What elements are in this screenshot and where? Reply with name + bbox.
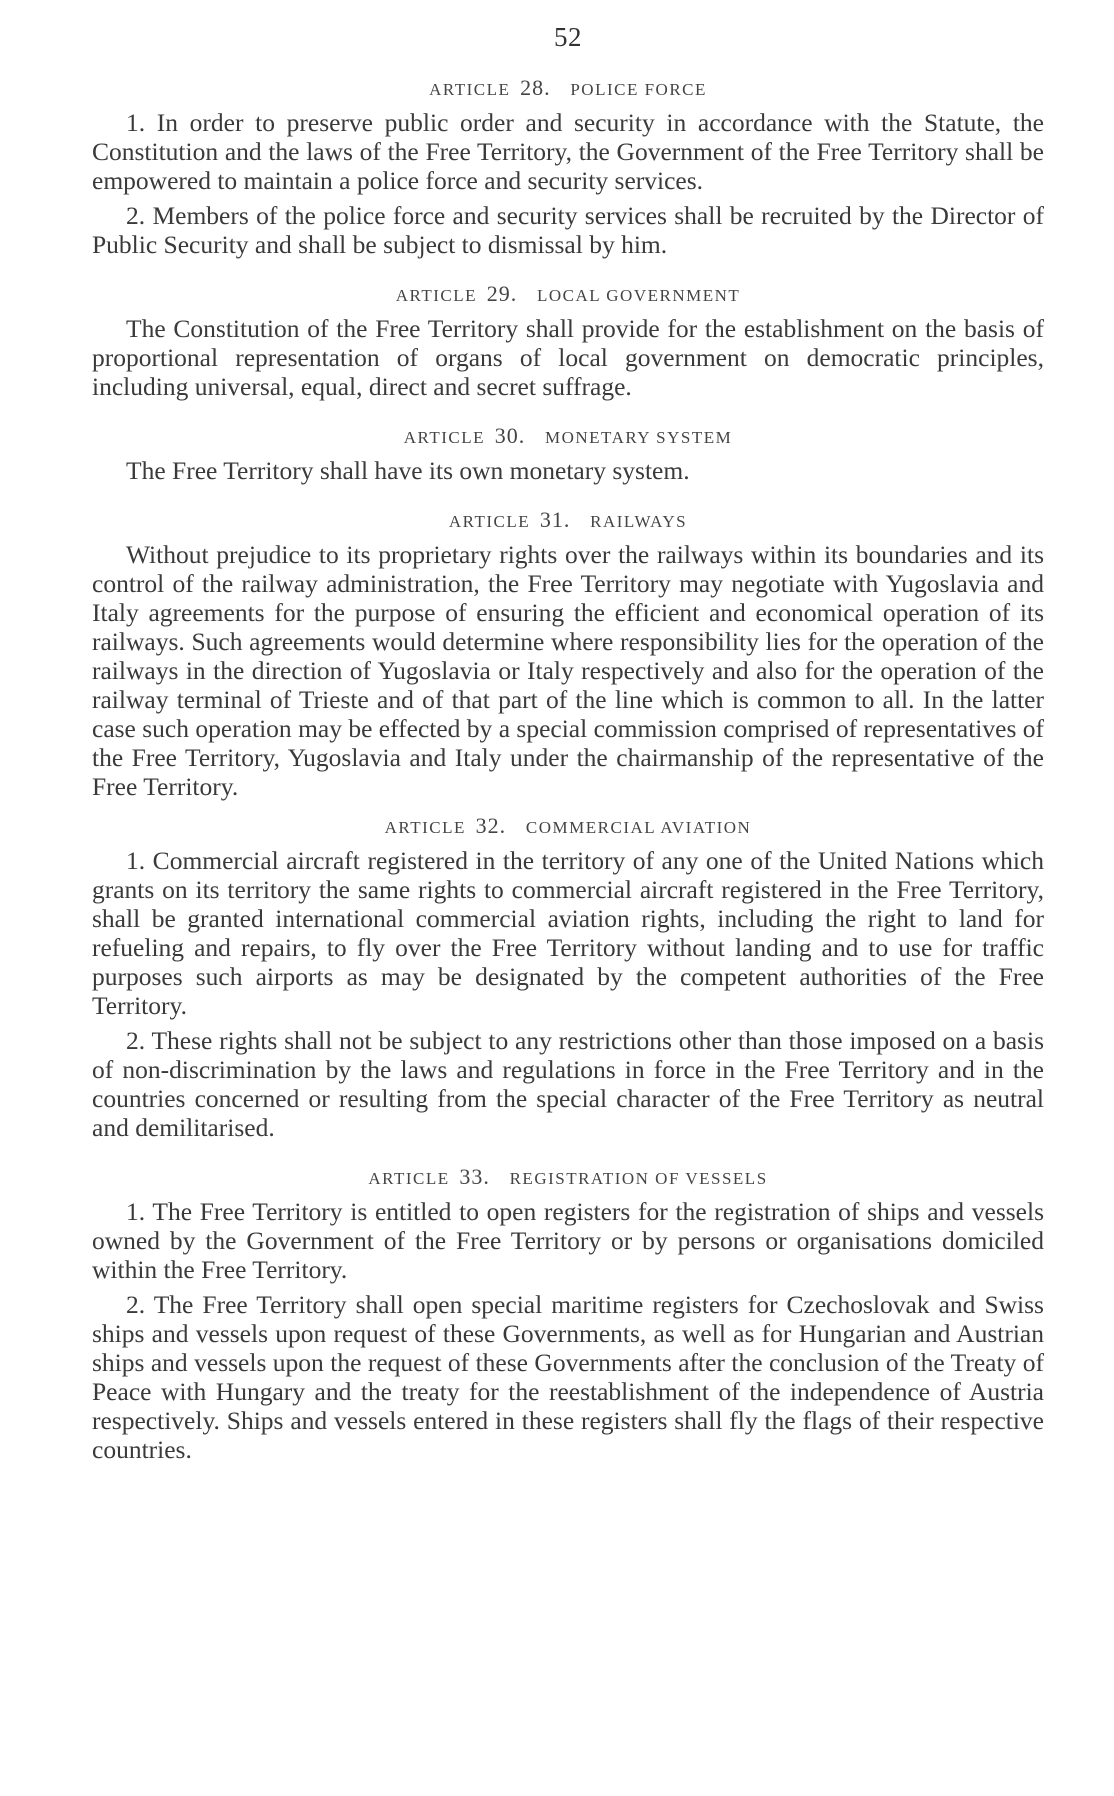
article-heading [92, 423, 1044, 449]
article-number: 30. [494, 423, 526, 448]
article-heading [92, 813, 1044, 839]
paragraph: The Constitution of the Free Territory shall provide for the establishment on the basis of proportional representation of organs of local government on democratic principles, including universal, equal, direct and secret suffrage. [92, 314, 1044, 401]
article-topic: MONETARY SYSTEM [545, 428, 733, 447]
article-28 [92, 75, 1044, 259]
article-number: 33. [459, 1164, 490, 1189]
article-topic: LOCAL GOVERNMENT [536, 286, 741, 305]
article-label: ARTICLE [368, 1169, 450, 1188]
article-number: 31. [539, 507, 571, 532]
page-number: 52 [554, 22, 582, 52]
article-label: ARTICLE [395, 286, 477, 305]
paragraph: 2. These rights shall not be subject to any restrictions other than those imposed on a basis of non-discrimination by the laws and regulations in force in the Free Territory and in the countries concerned or resulting from the special character of the Free Territory as neutral and demilitarised. [92, 1026, 1044, 1142]
article-number: 29. [486, 281, 518, 306]
article-heading [92, 507, 1044, 533]
article-heading [92, 281, 1044, 307]
document-page [92, 22, 1044, 1486]
article-31 [92, 507, 1044, 801]
article-topic: POLICE FORCE [570, 80, 707, 99]
paragraph: 1. Commercial aircraft registered in the territory of any one of the United Nations which grants on its territory the same rights to commercial aircraft registered in the Free Territory, shall be granted international commercial aviation rights, including the right to land for refueling and repairs, to fly over the Free Territory without landing and to use for traffic purposes such airports as may be designated by the competent authorities of the Free Territory. [92, 846, 1044, 1020]
article-label: ARTICLE [448, 512, 531, 531]
article-topic: RAILWAYS [590, 512, 688, 531]
article-label: ARTICLE [403, 428, 485, 447]
paragraph: 2. The Free Territory shall open special maritime registers for Czechoslovak and Swiss ships and vessels upon request of these Governments, as well as for Hungarian and Austrian ships and vessels upon the request of these Governments after the conclusion of the Treaty of Peace with Hungary and the treaty for the reestablishment of the independence of Austria respectively. Ships and vessels entered in these registers shall fly the flags of their respective countries. [92, 1290, 1044, 1464]
article-number: 32. [475, 813, 507, 838]
article-label: ARTICLE [384, 818, 466, 837]
article-heading [92, 75, 1044, 101]
article-32 [92, 813, 1044, 1142]
paragraph: 1. In order to preserve public order and security in accordance with the Statute, the Constitution and the laws of the Free Territory, the Government of the Free Territory shall be empowered to maintain a police force and security services. [92, 108, 1044, 195]
article-label: ARTICLE [429, 80, 511, 99]
article-heading [92, 1164, 1044, 1190]
paragraph: 1. The Free Territory is entitled to open registers for the registration of ships and vessels owned by the Government of the Free Territory or by persons or organisations domiciled within the Free Territory. [92, 1197, 1044, 1284]
article-topic: REGISTRATION OF VESSELS [509, 1169, 768, 1188]
article-33 [92, 1164, 1044, 1464]
article-30 [92, 423, 1044, 485]
article-topic: COMMERCIAL AVIATION [525, 818, 752, 837]
article-number: 28. [520, 75, 551, 100]
paragraph: 2. Members of the police force and security services shall be recruited by the Director of Public Security and shall be subject to dismissal by him. [92, 201, 1044, 259]
article-29 [92, 281, 1044, 401]
paragraph: Without prejudice to its proprietary rights over the railways within its boundaries and its control of the railway administration, the Free Territory may negotiate with Yugoslavia and Italy agreements for the purpose of ensuring the efficient and economical operation of its railways. Such agreements would determine where responsibility lies for the operation of the railways in the direction of Yugoslavia or Italy respectively and also for the operation of the railway terminal of Trieste and of that part of the line which is common to all. In the latter case such operation may be effected by a special commission comprised of representatives of the Free Territory, Yugoslavia and Italy under the chairmanship of the representative of the Free Territory. [92, 540, 1044, 801]
paragraph: The Free Territory shall have its own monetary system. [126, 456, 690, 485]
